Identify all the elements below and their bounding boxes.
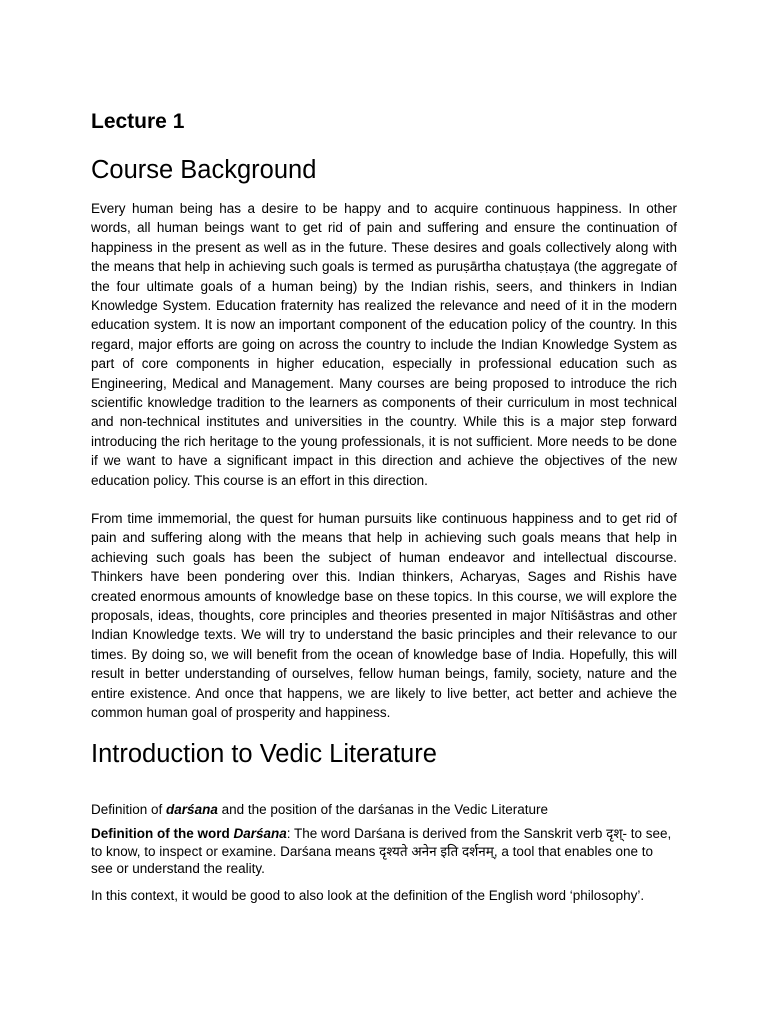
philosophy-context-line: In this context, it would be good to also look at the definition of the English word ‘philosophy’. (91, 888, 645, 903)
vedic-literature-heading: Introduction to Vedic Literature (91, 740, 437, 768)
lecture-title: Lecture 1 (91, 110, 185, 133)
definition-label: Definition of the word (91, 826, 234, 841)
definition-line-term: darśana (166, 802, 218, 817)
course-background-paragraph-2: From time immemorial, the quest for human pursuits like continuous happiness and to get rid of pain and suffering along with the means that help in achieving such goals means that help in achieving such goals has been the subject of human endeavor and intellectual discourse. Thinkers have been pondering over this. Indian thinkers, Acharyas, Sages and Rishis have created enormous amounts of knowledge base on these topics. In this course, we will explore the proposals, ideas, thoughts, core principles and theories presented in major Nītiśāstras and other Indian Knowledge texts. We will try to understand the basic principles and their relevance to our times. By doing so, we will benefit from the ocean of knowledge base of India. Hopefully, this will result in better understanding of ourselves, fellow human beings, family, society, nature and the entire existence. And once that happens, we are likely to live better, act better and achieve the common human goal of prosperity and happiness. (91, 511, 677, 721)
definition-body: : The word Darśana is derived from the Sanskrit verb दृश्- to see, to know, to inspect or examine. Darśana means दृश्यते अनेन इति दर्शनम्, a tool that enables one to see or understand the reality. (91, 826, 672, 876)
course-background-heading: Course Background (91, 156, 317, 184)
definition-line-prefix: Definition of (91, 802, 167, 817)
darsana-definition-subheading (91, 801, 677, 819)
definition-label-term: Darśana (233, 826, 287, 841)
course-background-paragraph-1: Every human being has a desire to be happy and to acquire continuous happiness. In other words, all human beings want to get rid of pain and suffering and ensure the continuation of happiness in the present as well as in the future. These desires and goals collectively along with the means that help in achieving such goals is termed as puruṣārtha chatuṣṭaya (the aggregate of the four ultimate goals of a human being) by the Indian rishis, seers, and thinkers in Indian Knowledge System. Education fraternity has realized the relevance and need of it in the modern education system. It is now an important component of the education policy of the country. In this regard, major efforts are going on across the country to include the Indian Knowledge System as part of core components in higher education, especially in professional education such as Engineering, Medical and Management. Many courses are being proposed to introduce the rich scientific knowledge tradition to the learners as components of their curriculum in most technical and non-technical institutes and universities in the country. While this is a major step forward introducing the rich heritage to the young professionals, it is not sufficient. More needs to be done if we want to have a significant impact in this direction and achieve the objectives of the new education policy. This course is an effort in this direction. (91, 201, 677, 488)
darsana-definition-paragraph (91, 825, 677, 878)
definition-line-suffix: and the position of the darśanas in the Vedic Literature (217, 802, 549, 817)
